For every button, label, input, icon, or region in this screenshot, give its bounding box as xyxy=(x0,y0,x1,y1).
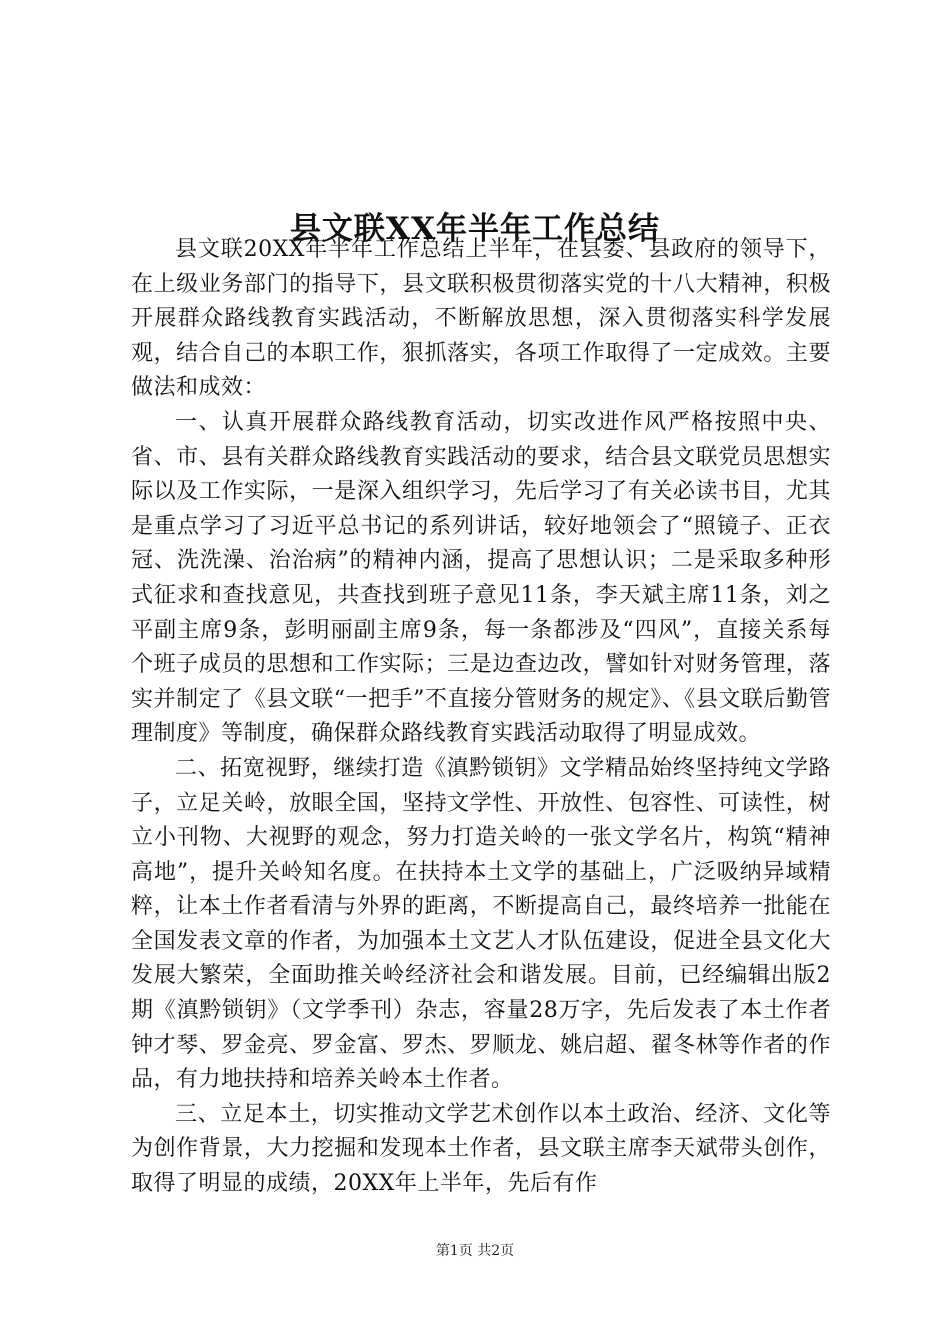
page-number-footer: 第1页 共2页 xyxy=(435,1243,515,1259)
document-body xyxy=(131,233,831,1202)
paragraph-section-2: 二、拓宽视野，继续打造《滇黔锁钥》文学精品始终坚持纯文学路子，立足关岭，放眼全国，坚持文学性、开放性、包容性、可读性，树立小刊物、大视野的观念，努力打造关岭的一张文学名片，构筑“精神高地”，提升关岭知名度。在扶持本土文学的基础上，广泛吸纳异域精粹，让本土作者看清与外界的距离，不断提高自己，最终培养一批能在全国发表文章的作者，为加强本土文艺人才队伍建设，促进全县文化大发展大繁荣，全面助推关岭经济社会和谐发展。目前，已经编辑出版2期《滇黔锁钥》（文学季刊）杂志，容量28万字，先后发表了本土作者钟才琴、罗金亮、罗金富、罗杰、罗顺龙、姚启超、翟冬林等作者的作品，有力地扶持和培养关岭本土作者。 xyxy=(131,755,831,1093)
document-title: 县文联XX年半年工作总结 xyxy=(289,210,661,247)
paragraph-section-1: 一、认真开展群众路线教育活动，切实改进作风严格按照中央、省、市、县有关群众路线教育实践活动的要求，结合县文联党员思想实际以及工作实际，一是深入组织学习，先后学习了有关必读书目，尤其是重点学习了习近平总书记的系列讲话，较好地领会了“照镜子、正衣冠、洗洗澡、治治病”的精神内涵，提高了思想认识；二是采取多种形式征求和查找意见，共查找到班子意见11条，李天斌主席11条，刘之平副主席9条，彭明丽副主席9条，每一条都涉及“四风”，直接关系每个班子成员的思想和工作实际；三是边查边改，譬如针对财务管理，落实并制定了《县文联“一把手”不直接分管财务的规定》、《县文联后勤管理制度》等制度，确保群众路线教育实践活动取得了明显成效。 xyxy=(131,409,831,747)
paragraph-section-3: 三、立足本土，切实推动文学艺术创作以本土政治、经济、文化等为创作背景，大力挖掘和发现本土作者，县文联主席李天斌带头创作，取得了明显的成绩，20XX年上半年，先后有作 xyxy=(131,1101,831,1197)
paragraph-intro: 县文联20XX年半年工作总结上半年，在县委、县政府的领导下，在上级业务部门的指导下，县文联积极贯彻落实党的十八大精神，积极开展群众路线教育实践活动，不断解放思想，深入贯彻落实科学发展观，结合自己的本职工作，狠抓落实，各项工作取得了一定成效。主要做法和成效： xyxy=(131,237,831,401)
